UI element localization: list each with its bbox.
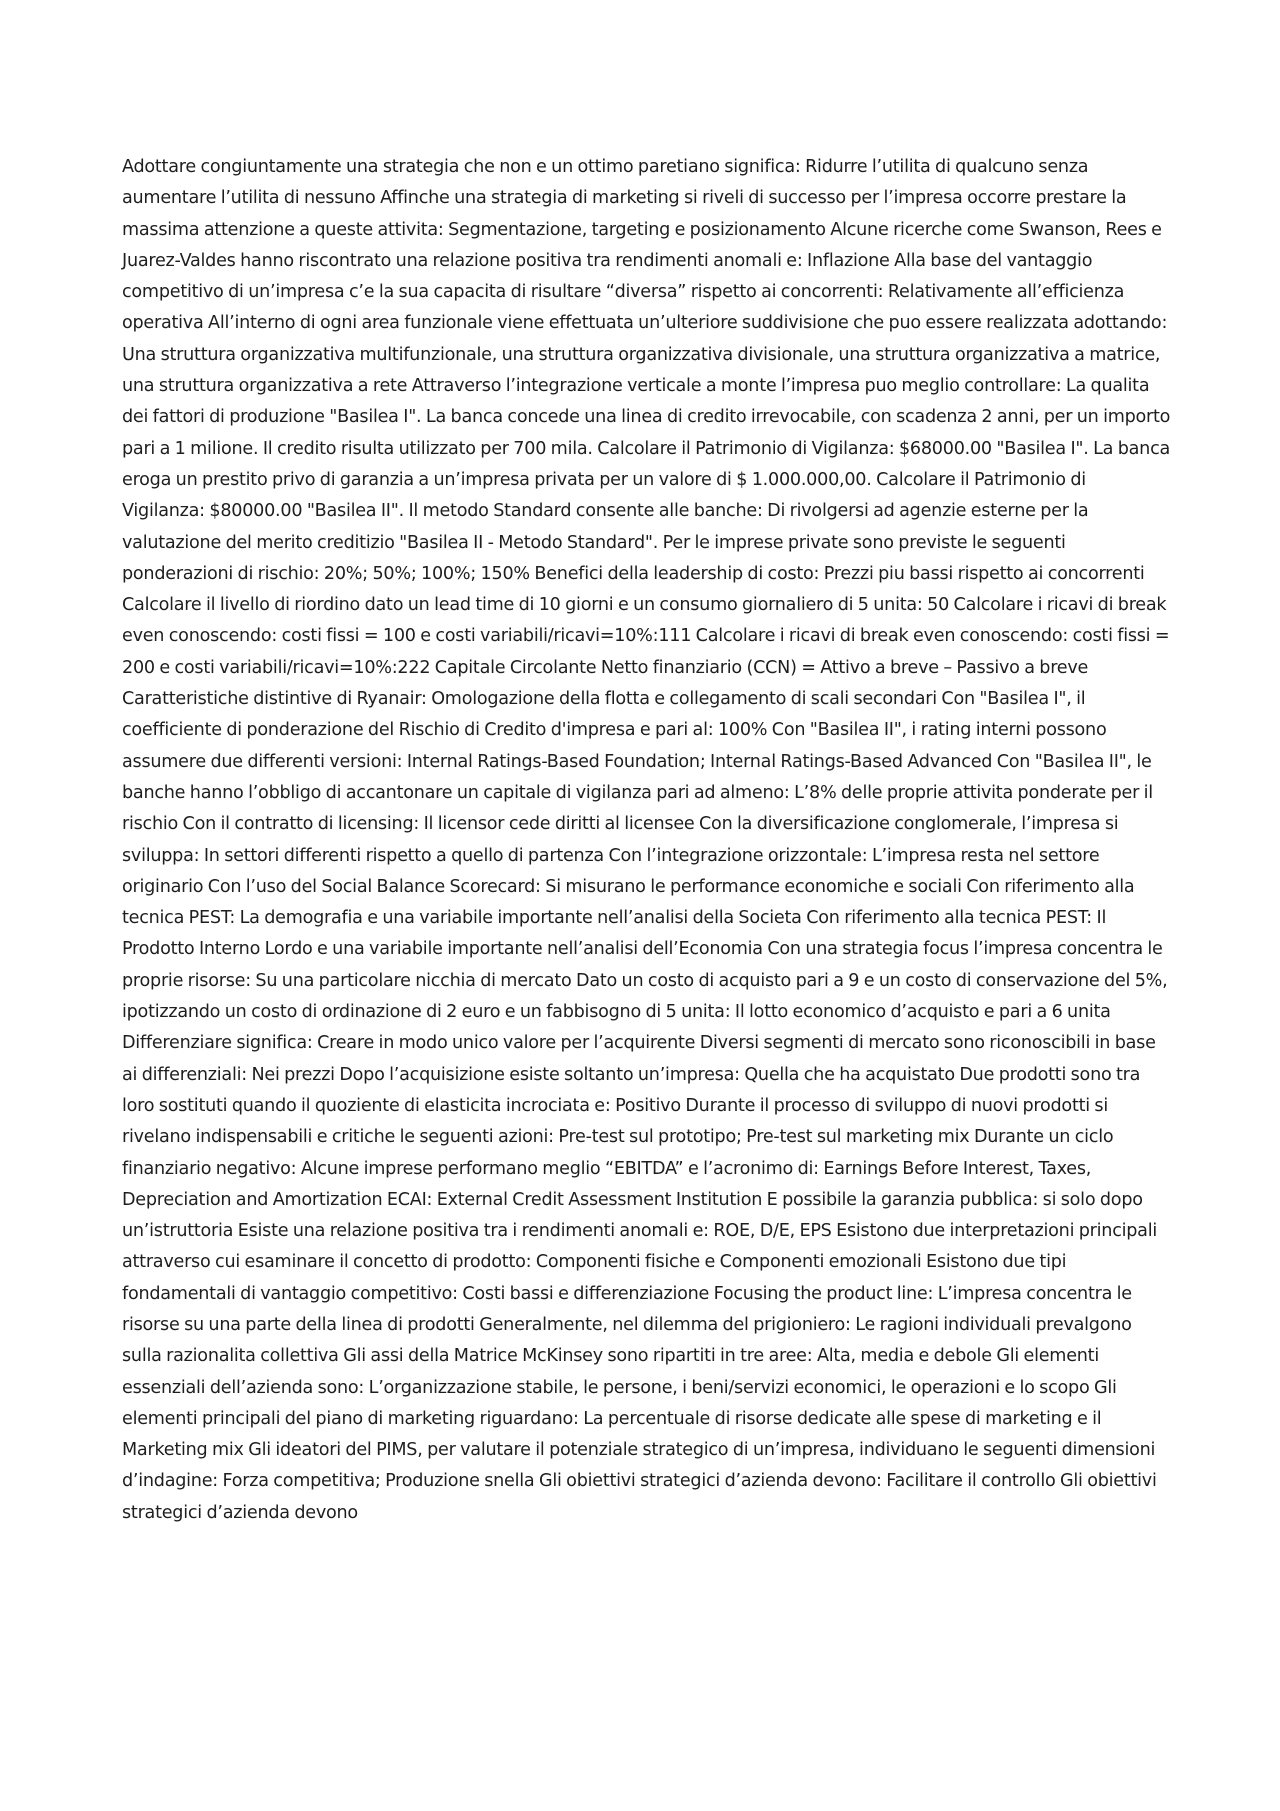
document-body-text: Adottare congiuntamente una strategia che non e un ottimo paretiano significa: Ridurre l’utilita di qualcuno senza aumentare l’utilita di nessuno Affinche una strategia di marketing si riveli di successo per l’impresa occorre prestare la massima attenzione a queste attivita: Segmentazione, targeting e posizionamento Alcune ricerche come Swanson, Rees e Juarez-Valdes hanno riscontrato una relazione positiva tra rendimenti anomali e: Inflazione Alla base del vantaggio competitivo di un’impresa c’e la sua capacita di risultare “diversa” rispetto ai concorrenti: Relativamente all’efficienza operativa All’interno di ogni area funzionale viene effettuata un’ulteriore suddivisione che puo essere realizzata adottando: Una struttura organizzativa multifunzionale, una struttura organizzativa divisionale, una struttura organizzativa a matrice, una struttura organizzativa a rete Attraverso l’integrazione verticale a monte l’impresa puo meglio controllare: La qualita dei fattori di produzione "Basilea I". La banca concede una linea di credito irrevocabile, con scadenza 2 anni, per un importo pari a 1 milione. Il credito risulta utilizzato per 700 mila. Calcolare il Patrimonio di Vigilanza: $68000.00 "Basilea I". La banca eroga un prestito privo di garanzia a un’impresa privata per un valore di $ 1.000.000,00. Calcolare il Patrimonio di Vigilanza: $80000.00 "Basilea II". Il metodo Standard consente alle banche: Di rivolgersi ad agenzie esterne per la valutazione del merito creditizio "Basilea II - Metodo Standard". Per le imprese private sono previste le seguenti ponderazioni di rischio: 20%; 50%; 100%; 150% Benefici della leadership di costo: Prezzi piu bassi rispetto ai concorrenti Calcolare il livello di riordino dato un lead time di 10 giorni e un consumo giornaliero di 5 unita: 50 Calcolare i ricavi di break even conoscendo: costi fissi = 100 e costi variabili/ricavi=10%:111 Calcolare i ricavi di break even conoscendo: costi fissi = 200 e costi variabili/ricavi=10%:222 Capitale Circolante Netto finanziario (CCN) = Attivo a breve – Passivo a breve Caratteristiche distintive di Ryanair: Omologazione della flotta e collegamento di scali secondari Con "Basilea I", il coefficiente di ponderazione del Rischio di Credito d'impresa e pari al: 100% Con "Basilea II", i rating interni possono assumere due differenti versioni: Internal Ratings-Based Foundation; Internal Ratings-Based Advanced Con "Basilea II", le banche hanno l’obbligo di accantonare un capitale di vigilanza pari ad almeno: L’8% delle proprie attivita ponderate per il rischio Con il contratto di licensing: Il licensor cede diritti al licensee Con la diversificazione conglomerale, l’impresa si sviluppa: In settori differenti rispetto a quello di partenza Con l’integrazione orizzontale: L’impresa resta nel settore originario Con l’uso del Social Balance Scorecard: Si misurano le performance economiche e sociali Con riferimento alla tecnica PEST: La demografia e una variabile importante nell’analisi della Societa Con riferimento alla tecnica PEST: Il Prodotto Interno Lordo e una variabile importante nell’analisi dell’Economia Con una strategia focus l’impresa concentra le proprie risorse: Su una particolare nicchia di mercato Dato un costo di acquisto pari a 9 e un costo di conservazione del 5%, ipotizzando un costo di ordinazione di 2 euro e un fabbisogno di 5 unita: Il lotto economico d’acquisto e pari a 6 unita Differenziare significa: Creare in modo unico valore per l’acquirente Diversi segmenti di mercato sono riconoscibili in base ai differenziali: Nei prezzi Dopo l’acquisizione esiste soltanto un’impresa: Quella che ha acquistato Due prodotti sono tra loro sostituti quando il quoziente di elasticita incrociata e: Positivo Durante il processo di sviluppo di nuovi prodotti si rivelano indispensabili e critiche le seguenti azioni: Pre-test sul prototipo; Pre-test sul marketing mix Durante un ciclo finanziario negativo: Alcune imprese performano meglio “EBITDA” e l’acronimo di: Earnings Before Interest, Taxes, Depreciation and Amortization ECAI: External Credit Assessment Institution E possibile la garanzia pubblica: si solo dopo un’istruttoria Esiste una relazione positiva tra i rendimenti anomali e: ROE, D/E, EPS Esistono due interpretazioni principali attraverso cui esaminare il concetto di prodotto: Componenti fisiche e Componenti emozionali Esistono due tipi fondamentali di vantaggio competitivo: Costi bassi e differenziazione Focusing the product line: L’impresa concentra le risorse su una parte della linea di prodotti Generalmente, nel dilemma del prigioniero: Le ragioni individuali prevalgono sulla razionalita collettiva Gli assi della Matrice McKinsey sono ripartiti in tre aree: Alta, media e debole Gli elementi essenziali dell’azienda sono: L’organizzazione stabile, le persone, i beni/servizi economici, le operazioni e lo scopo Gli elementi principali del piano di marketing riguardano: La percentuale di risorse dedicate alle spese di marketing e il Marketing mix Gli ideatori del PIMS, per valutare il potenziale strategico di un’impresa, individuano le seguenti dimensioni d’indagine: Forza competitiva; Produzione snella Gli obiettivi strategici d’azienda devono: Facilitare il controllo Gli obiettivi strategici d’azienda devono [122, 157, 1171, 1523]
